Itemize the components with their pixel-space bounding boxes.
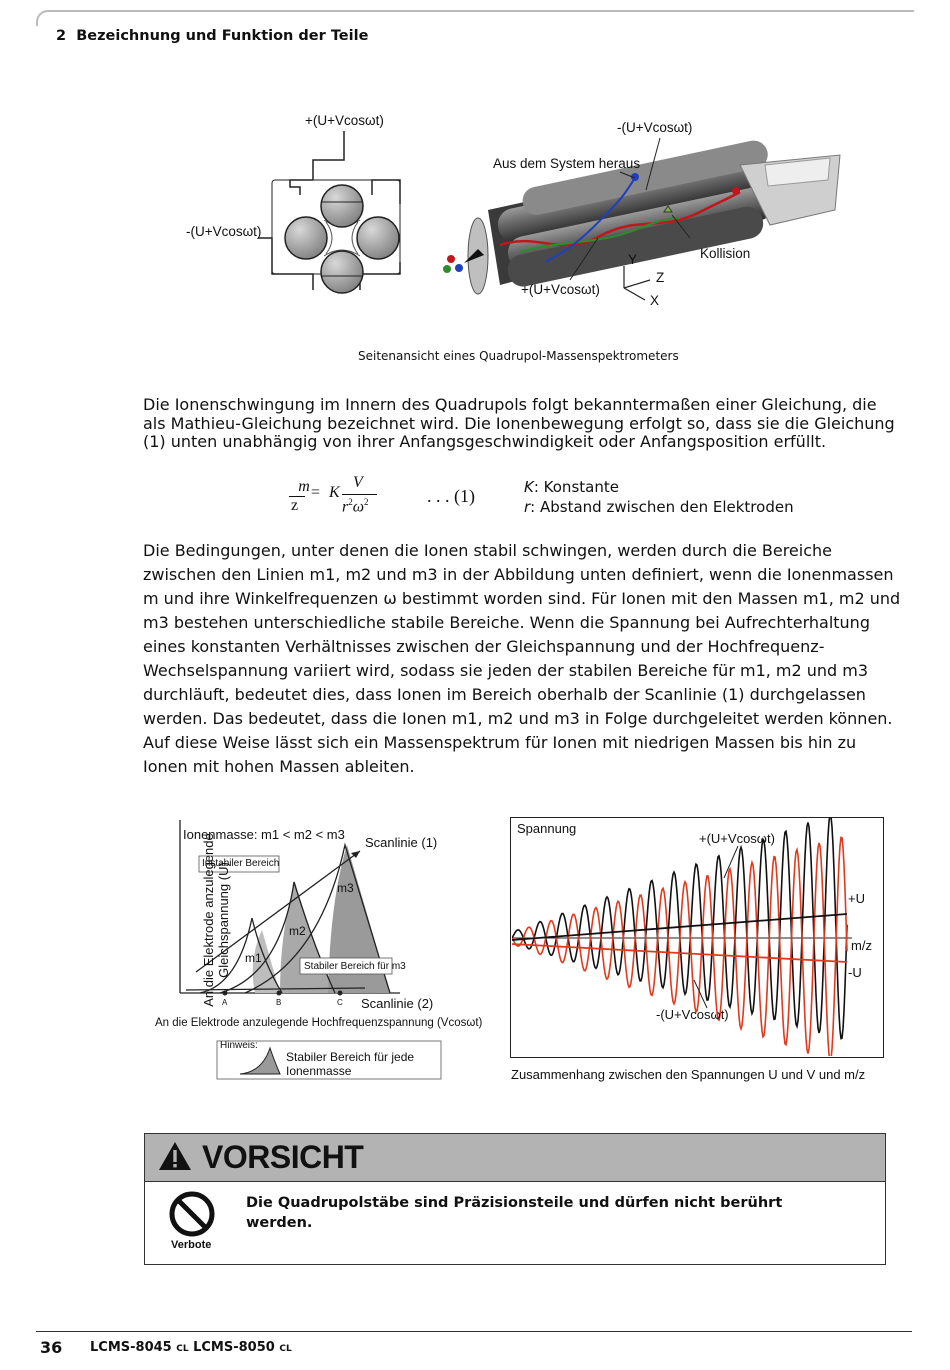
caution-header bbox=[145, 1134, 885, 1182]
m2-label: m2 bbox=[289, 924, 306, 938]
scanline-1-label: Scanlinie (1) bbox=[365, 835, 438, 850]
formula-k: K bbox=[329, 484, 340, 501]
fraction-bar-right bbox=[342, 494, 377, 495]
label-plus-u: +U bbox=[848, 891, 865, 906]
stability-diagram bbox=[140, 810, 510, 1090]
legend-k: K: Konstante bbox=[524, 478, 619, 496]
label-bottom: +(U+Vcosωt) bbox=[521, 282, 600, 297]
scanline-2-label: Scanlinie (2) bbox=[361, 996, 434, 1011]
prohibited-label: Verbote bbox=[171, 1239, 212, 1251]
formula-v: V bbox=[353, 474, 363, 491]
axis-x-label: X bbox=[650, 293, 660, 308]
label-out-of-system: Aus dem System heraus bbox=[493, 156, 641, 171]
m3-label: m3 bbox=[337, 881, 354, 895]
voltage-ylabel: Spannung bbox=[517, 821, 577, 836]
formula-m: m bbox=[298, 478, 310, 495]
section-number: 2 bbox=[56, 28, 67, 44]
note-text: Stabiler Bereich für jede Ionenmasse bbox=[286, 1050, 415, 1078]
point-b-label: B bbox=[276, 998, 282, 1007]
formula-equals: = bbox=[311, 484, 321, 501]
paragraph-1: Die Ionenschwingung im Innern des Quadrupols folgt bekanntermaßen einer Gleichung, die als Mathieu-Gleichung bezeichnet wird. Die Ionenbewegung erfolgt so, dass sie die Gleichung (1) unten unabhängig von ihrer Anfangsgeschwindigkeit oder Anfangsposition erfüllt. bbox=[143, 395, 895, 451]
axis-y-label: Y bbox=[628, 252, 638, 267]
voltage-plot-caption: Zusammenhang zwischen den Spannungen U und V und m/z bbox=[511, 1067, 866, 1082]
figure-caption: Seitenansicht eines Quadrupol-Massenspektrometers bbox=[358, 349, 679, 363]
stability-ylabel: An die Elektrode anzulegende Gleichspannung (U) bbox=[201, 833, 231, 1007]
section-heading bbox=[56, 28, 368, 44]
label-plus-uv: +(U+Vcosωt) bbox=[699, 831, 775, 846]
footer-rule bbox=[36, 1331, 912, 1332]
note-title: Hinweis: bbox=[220, 1040, 258, 1051]
label-top-right: -(U+Vcosωt) bbox=[617, 120, 693, 135]
label-left: -(U+Vcosωt) bbox=[186, 224, 262, 239]
label-collision: Kollision bbox=[700, 246, 751, 261]
axes-triad bbox=[624, 266, 650, 300]
stable-m3-label: Stabiler Bereich für m3 bbox=[304, 961, 406, 972]
page-number: 36 bbox=[40, 1338, 63, 1357]
label-top-left: +(U+Vcosωt) bbox=[305, 113, 384, 128]
paragraph-2: Die Bedingungen, unter denen die Ionen stabil schwingen, werden durch die Bereiche zwischen den Linien m1, m2 und m3 in der Abbildung unten definiert, wenn die Ionenmassen m und ihre Winkelfrequenzen ω bestimmt worden sind. Für Ionen mit den Massen m1, m2 und m3 bestehen unterschiedliche stabile Bereiche. Wenn die Spannung bei Aufrechterhaltung eines konstanten Verhältnisses zwischen der Gleichspannung und der Hochfrequenz-Wechselspannung variiert wird, sodass sie jeden der stabilen Bereiche für m1, m2 und m3 durchläuft, bedeutet dies, dass Ionen im Bereich oberhalb der Scanlinie (1) durchgelassen werden. Das bedeutet, dass die Ionen m1, m2 und m3 in Folge durchgeleitet werden können. Auf diese Weise lässt sich ein Massenspektrum für Ionen mit niedrigen Massen bis hin zu Ionen mit hohen Massen ableiten. bbox=[143, 541, 901, 776]
section-title: Bezeichnung und Funktion der Teile bbox=[76, 28, 369, 44]
warning-triangle-icon bbox=[157, 1140, 193, 1172]
formula-number: . . . (1) bbox=[427, 486, 475, 506]
prohibited-icon bbox=[168, 1190, 216, 1238]
product-names: LCMS-8045 CL LCMS-8050 CL bbox=[90, 1340, 292, 1355]
formula-z: z bbox=[291, 497, 299, 514]
point-c-label: C bbox=[337, 998, 343, 1007]
electrode-rods-section bbox=[285, 185, 399, 293]
label-minus-uv: -(U+Vcosωt) bbox=[656, 1007, 729, 1022]
point-a-label: A bbox=[222, 998, 228, 1007]
caution-text: Die Quadrupolstäbe sind Präzisionsteile und dürfen nicht berührt werden. bbox=[246, 1195, 783, 1231]
axis-z-label: Z bbox=[656, 270, 665, 285]
label-mz: m/z bbox=[851, 938, 872, 953]
stability-xlabel: An die Elektrode anzulegende Hochfrequenzspannung (Vcosωt) bbox=[155, 1017, 483, 1029]
caution-box bbox=[144, 1133, 886, 1265]
unstable-region-label: Instabiler Bereich bbox=[202, 858, 280, 869]
formula-r2w2: $r^2\omega^2$ bbox=[342, 497, 369, 516]
header-rule bbox=[36, 10, 914, 26]
m1-label: m1 bbox=[245, 951, 262, 965]
quadrupole-figure bbox=[150, 100, 870, 320]
label-minus-u: -U bbox=[848, 965, 862, 980]
caution-title: VORSICHT bbox=[202, 1139, 364, 1175]
legend-r: r: Abstand zwischen den Elektroden bbox=[524, 498, 794, 516]
stability-title: Ionenmasse: m1 < m2 < m3 bbox=[183, 827, 345, 842]
